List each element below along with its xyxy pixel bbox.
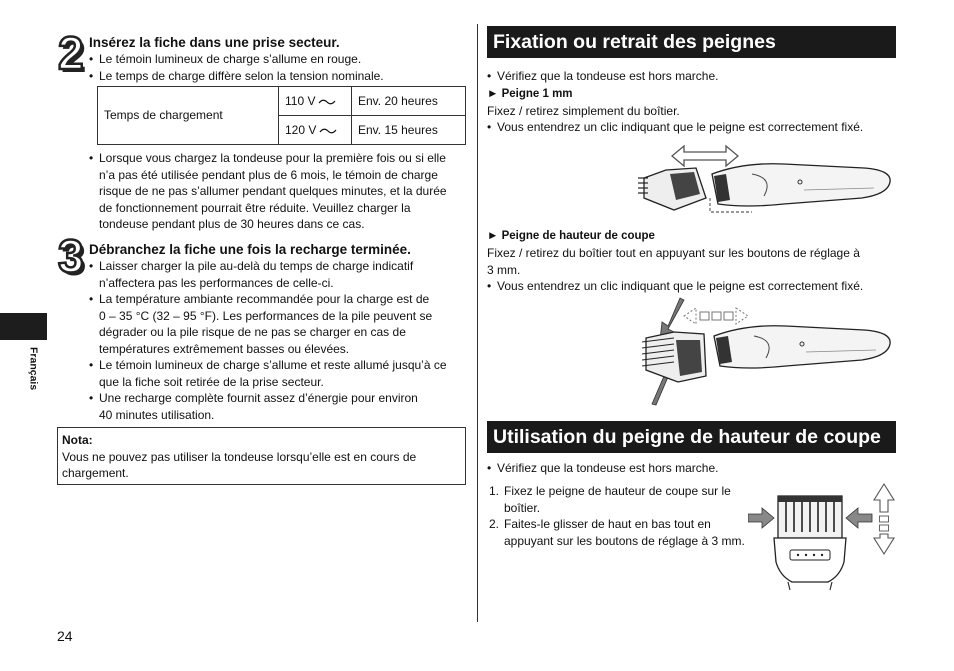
step-3-number: 3 bbox=[58, 230, 84, 282]
comb-height-bullet bbox=[487, 278, 897, 295]
step-line: boîtier. bbox=[504, 500, 541, 515]
up-down-arrow-icon bbox=[874, 484, 894, 554]
list-item bbox=[89, 390, 469, 423]
step-number: 2. bbox=[489, 517, 500, 531]
voltage-120: 120 V bbox=[285, 122, 317, 137]
list-item: • Vérifiez que la tondeuse est hors marche. bbox=[487, 68, 897, 85]
list-item: • Vous entendrez un clic indiquant que le peigne est correctement fixé. bbox=[487, 278, 897, 295]
height-comb-front-illustration bbox=[748, 482, 898, 592]
list-item bbox=[89, 357, 469, 390]
side-language-label: Français bbox=[27, 347, 40, 391]
step-2-bullets bbox=[89, 51, 469, 84]
bullet-line: • Une recharge complète fournit assez d’énergie pour environ bbox=[99, 391, 418, 405]
nota-box bbox=[57, 427, 466, 485]
column-divider bbox=[477, 24, 478, 622]
table-value-cell: Env. 15 heures bbox=[352, 116, 466, 145]
section-heading-height-comb: Utilisation du peigne de hauteur de coupe bbox=[487, 421, 896, 453]
trimmer-1mm-comb-illustration bbox=[634, 138, 896, 218]
step-line: appuyant sur les boutons de réglage à 3 mm. bbox=[504, 533, 745, 548]
double-arrow-icon bbox=[672, 146, 738, 166]
list-item: • Vous entendrez un clic indiquant que le peigne est correctement fixé. bbox=[487, 119, 897, 136]
ac-tilde-icon bbox=[319, 127, 337, 135]
step-line: Fixez le peigne de hauteur de coupe sur le bbox=[504, 484, 731, 498]
list-item bbox=[489, 483, 751, 516]
bullet-line: • Laisser charger la pile au-delà du temps de charge indicatif bbox=[99, 259, 414, 273]
list-item: • Le temps de charge diffère selon la tension nominale. bbox=[89, 68, 469, 85]
section-heading-combs: Fixation ou retrait des peignes bbox=[487, 26, 896, 58]
text-line: 3 mm. bbox=[487, 262, 521, 277]
nota-line: chargement. bbox=[62, 466, 129, 480]
page-number: 24 bbox=[57, 628, 73, 644]
nota-title: Nota: bbox=[62, 433, 93, 447]
comb-height-title: ► Peigne de hauteur de coupe bbox=[487, 230, 655, 242]
bullet-line: n’affectera pas les performances de celle-ci. bbox=[99, 275, 334, 290]
comb-1mm-bullet bbox=[487, 119, 897, 136]
press-arrow-left-icon bbox=[748, 508, 774, 528]
check-off-2 bbox=[487, 460, 897, 477]
note-line: n’a pas été utilisée pendant plus de 6 mois, le témoin de charge bbox=[99, 167, 438, 182]
text-line: Fixez / retirez du boîtier tout en appuyant sur les boutons de réglage à bbox=[487, 246, 860, 260]
list-item bbox=[489, 516, 751, 549]
step-3-bullets bbox=[89, 258, 469, 423]
check-off-1 bbox=[487, 68, 897, 85]
step-2-title: Insérez la fiche dans une prise secteur. bbox=[89, 35, 340, 50]
trimmer-height-comb-illustration bbox=[634, 296, 896, 406]
height-comb-steps bbox=[489, 483, 751, 549]
bullet-line: dégrader ou la pile risque de ne pas se charger en cas de bbox=[99, 325, 406, 339]
bullet-line: que la fiche soit retirée de la prise secteur. bbox=[99, 374, 324, 389]
note-line: de fonctionnement pourrait être réduite. Veuillez charger la bbox=[99, 200, 411, 215]
table-label: Temps de chargement bbox=[98, 87, 279, 145]
nota-line: Vous ne pouvez pas utiliser la tondeuse lorsqu’elle est en cours de bbox=[62, 449, 417, 464]
bullet-line: températures extrêmement basses ou élevées. bbox=[99, 341, 350, 356]
press-arrow-right-icon bbox=[846, 508, 872, 528]
list-item: • Vérifiez que la tondeuse est hors marche. bbox=[487, 460, 897, 477]
list-item bbox=[89, 150, 469, 233]
table-voltage-cell bbox=[279, 87, 352, 116]
note-line: • Lorsque vous chargez la tondeuse pour la première fois ou si elle bbox=[99, 151, 446, 165]
voltage-110: 110 V bbox=[285, 93, 316, 108]
bullet-line: 0 – 35 °C (32 – 95 °F). Les performances de la pile peuvent se bbox=[99, 308, 433, 323]
comb-1mm-text: Fixez / retirez simplement du boîtier. bbox=[487, 104, 680, 118]
charge-time-table bbox=[97, 86, 466, 145]
dashed-double-arrow-icon bbox=[684, 308, 748, 324]
table-value-cell: Env. 20 heures bbox=[352, 87, 466, 116]
comb-1mm-title: ► Peigne 1 mm bbox=[487, 88, 573, 100]
language-tab bbox=[0, 313, 47, 340]
note-line: risque de ne pas s’allumer pendant quelques minutes, et la durée bbox=[99, 184, 447, 198]
note-line: tondeuse pendant plus de 30 heures dans ce cas. bbox=[99, 217, 365, 231]
step-2-number: 2 bbox=[58, 27, 84, 79]
bullet-line: • Le témoin lumineux de charge s’allume et reste allumé jusqu’à ce bbox=[99, 358, 447, 372]
ac-tilde-icon bbox=[318, 98, 336, 106]
step-3-title: Débranchez la fiche une fois la recharge terminée. bbox=[89, 242, 411, 257]
list-item bbox=[89, 258, 469, 291]
list-item bbox=[89, 291, 469, 357]
step-2-note bbox=[89, 150, 469, 233]
table-voltage-cell bbox=[279, 116, 352, 145]
list-item: • Le témoin lumineux de charge s’allume en rouge. bbox=[89, 51, 469, 68]
bullet-line: 40 minutes utilisation. bbox=[99, 407, 215, 422]
comb-height-text bbox=[487, 245, 897, 278]
step-line: Faites-le glisser de haut en bas tout en bbox=[504, 517, 711, 531]
bullet-line: • La température ambiante recommandée pour la charge est de bbox=[99, 292, 430, 306]
step-number: 1. bbox=[489, 484, 500, 498]
